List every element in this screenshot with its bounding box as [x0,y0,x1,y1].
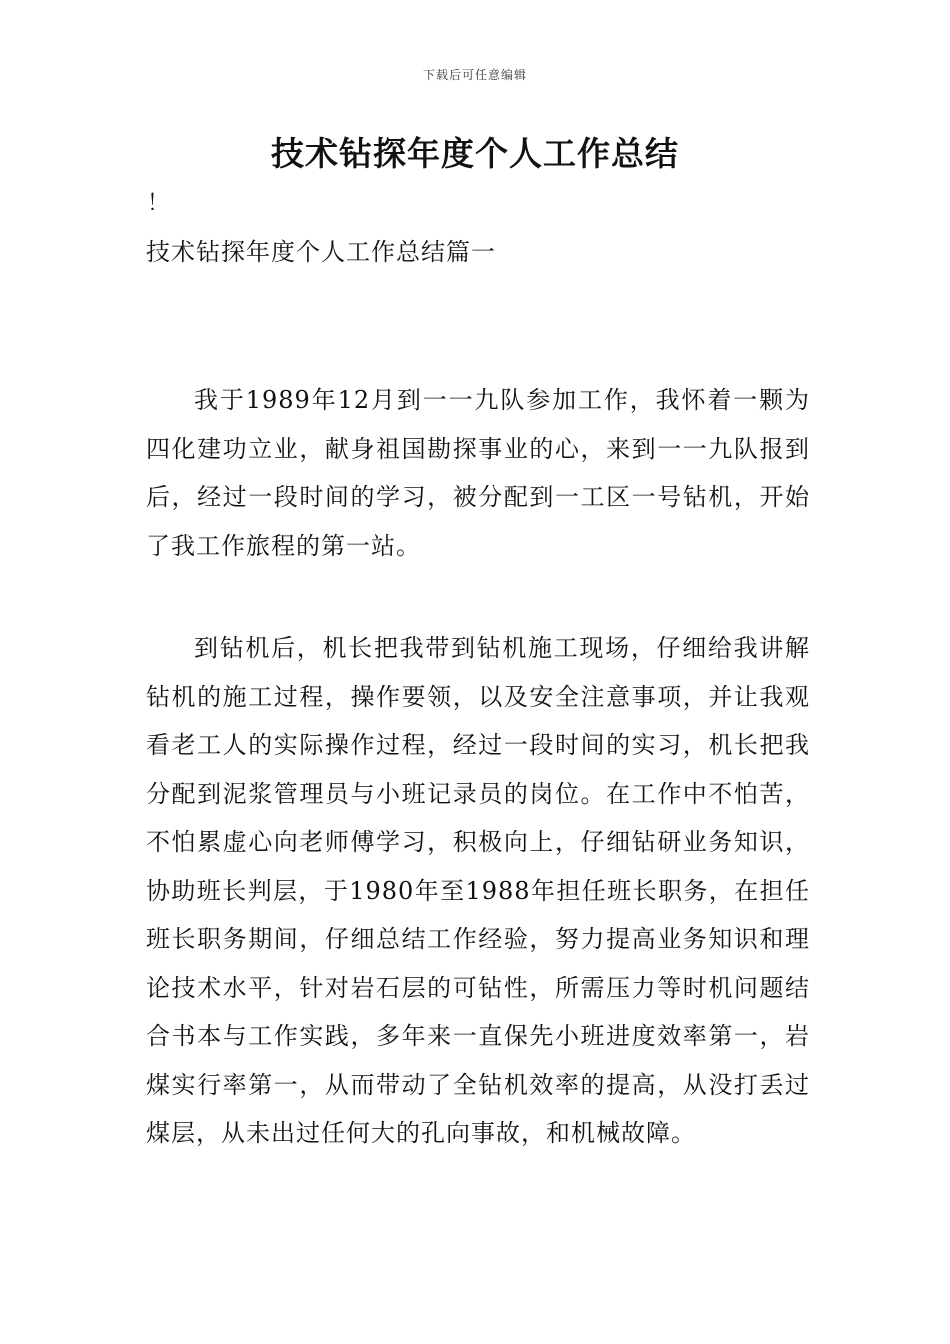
paragraph-2: 到钻机后，机长把我带到钻机施工现场，仔细给我讲解钻机的施工过程，操作要领，以及安全注意事项，并让我观看老工人的实际操作过程，经过一段时间的实习，机长把我分配到泥浆管理员与小班记录员的岗位。在工作中不怕苦，不怕累虚心向老师傅学习，积极向上，仔细钻研业务知识，协助班长判层，于1980年至1988年担任班长职务，在担任班长职务期间，仔细总结工作经验，努力提高业务知识和理论技术水平，针对岩石层的可钻性，所需压力等时机问题结合书本与工作实践，多年来一直保先小班进度效率第一，岩煤实行率第一，从而带动了全钻机效率的提高，从没打丢过煤层，从未出过任何大的孔向事故，和机械故障。 [146,634,810,1147]
document-title: 技术钻探年度个人工作总结 [271,134,679,173]
header-note: 下载后可任意编辑 [422,68,527,82]
exclamation-mark: ！ [147,191,170,216]
section-subtitle: 技术钻探年度个人工作总结篇一 [146,238,496,266]
paragraph-1: 我于1989年12月到一一九队参加工作，我怀着一颗为四化建功立业，献身祖国勘探事业的心，来到一一九队报到后，经过一段时间的学习，被分配到一工区一号钻机，开始了我工作旅程的第一站。 [146,386,810,560]
